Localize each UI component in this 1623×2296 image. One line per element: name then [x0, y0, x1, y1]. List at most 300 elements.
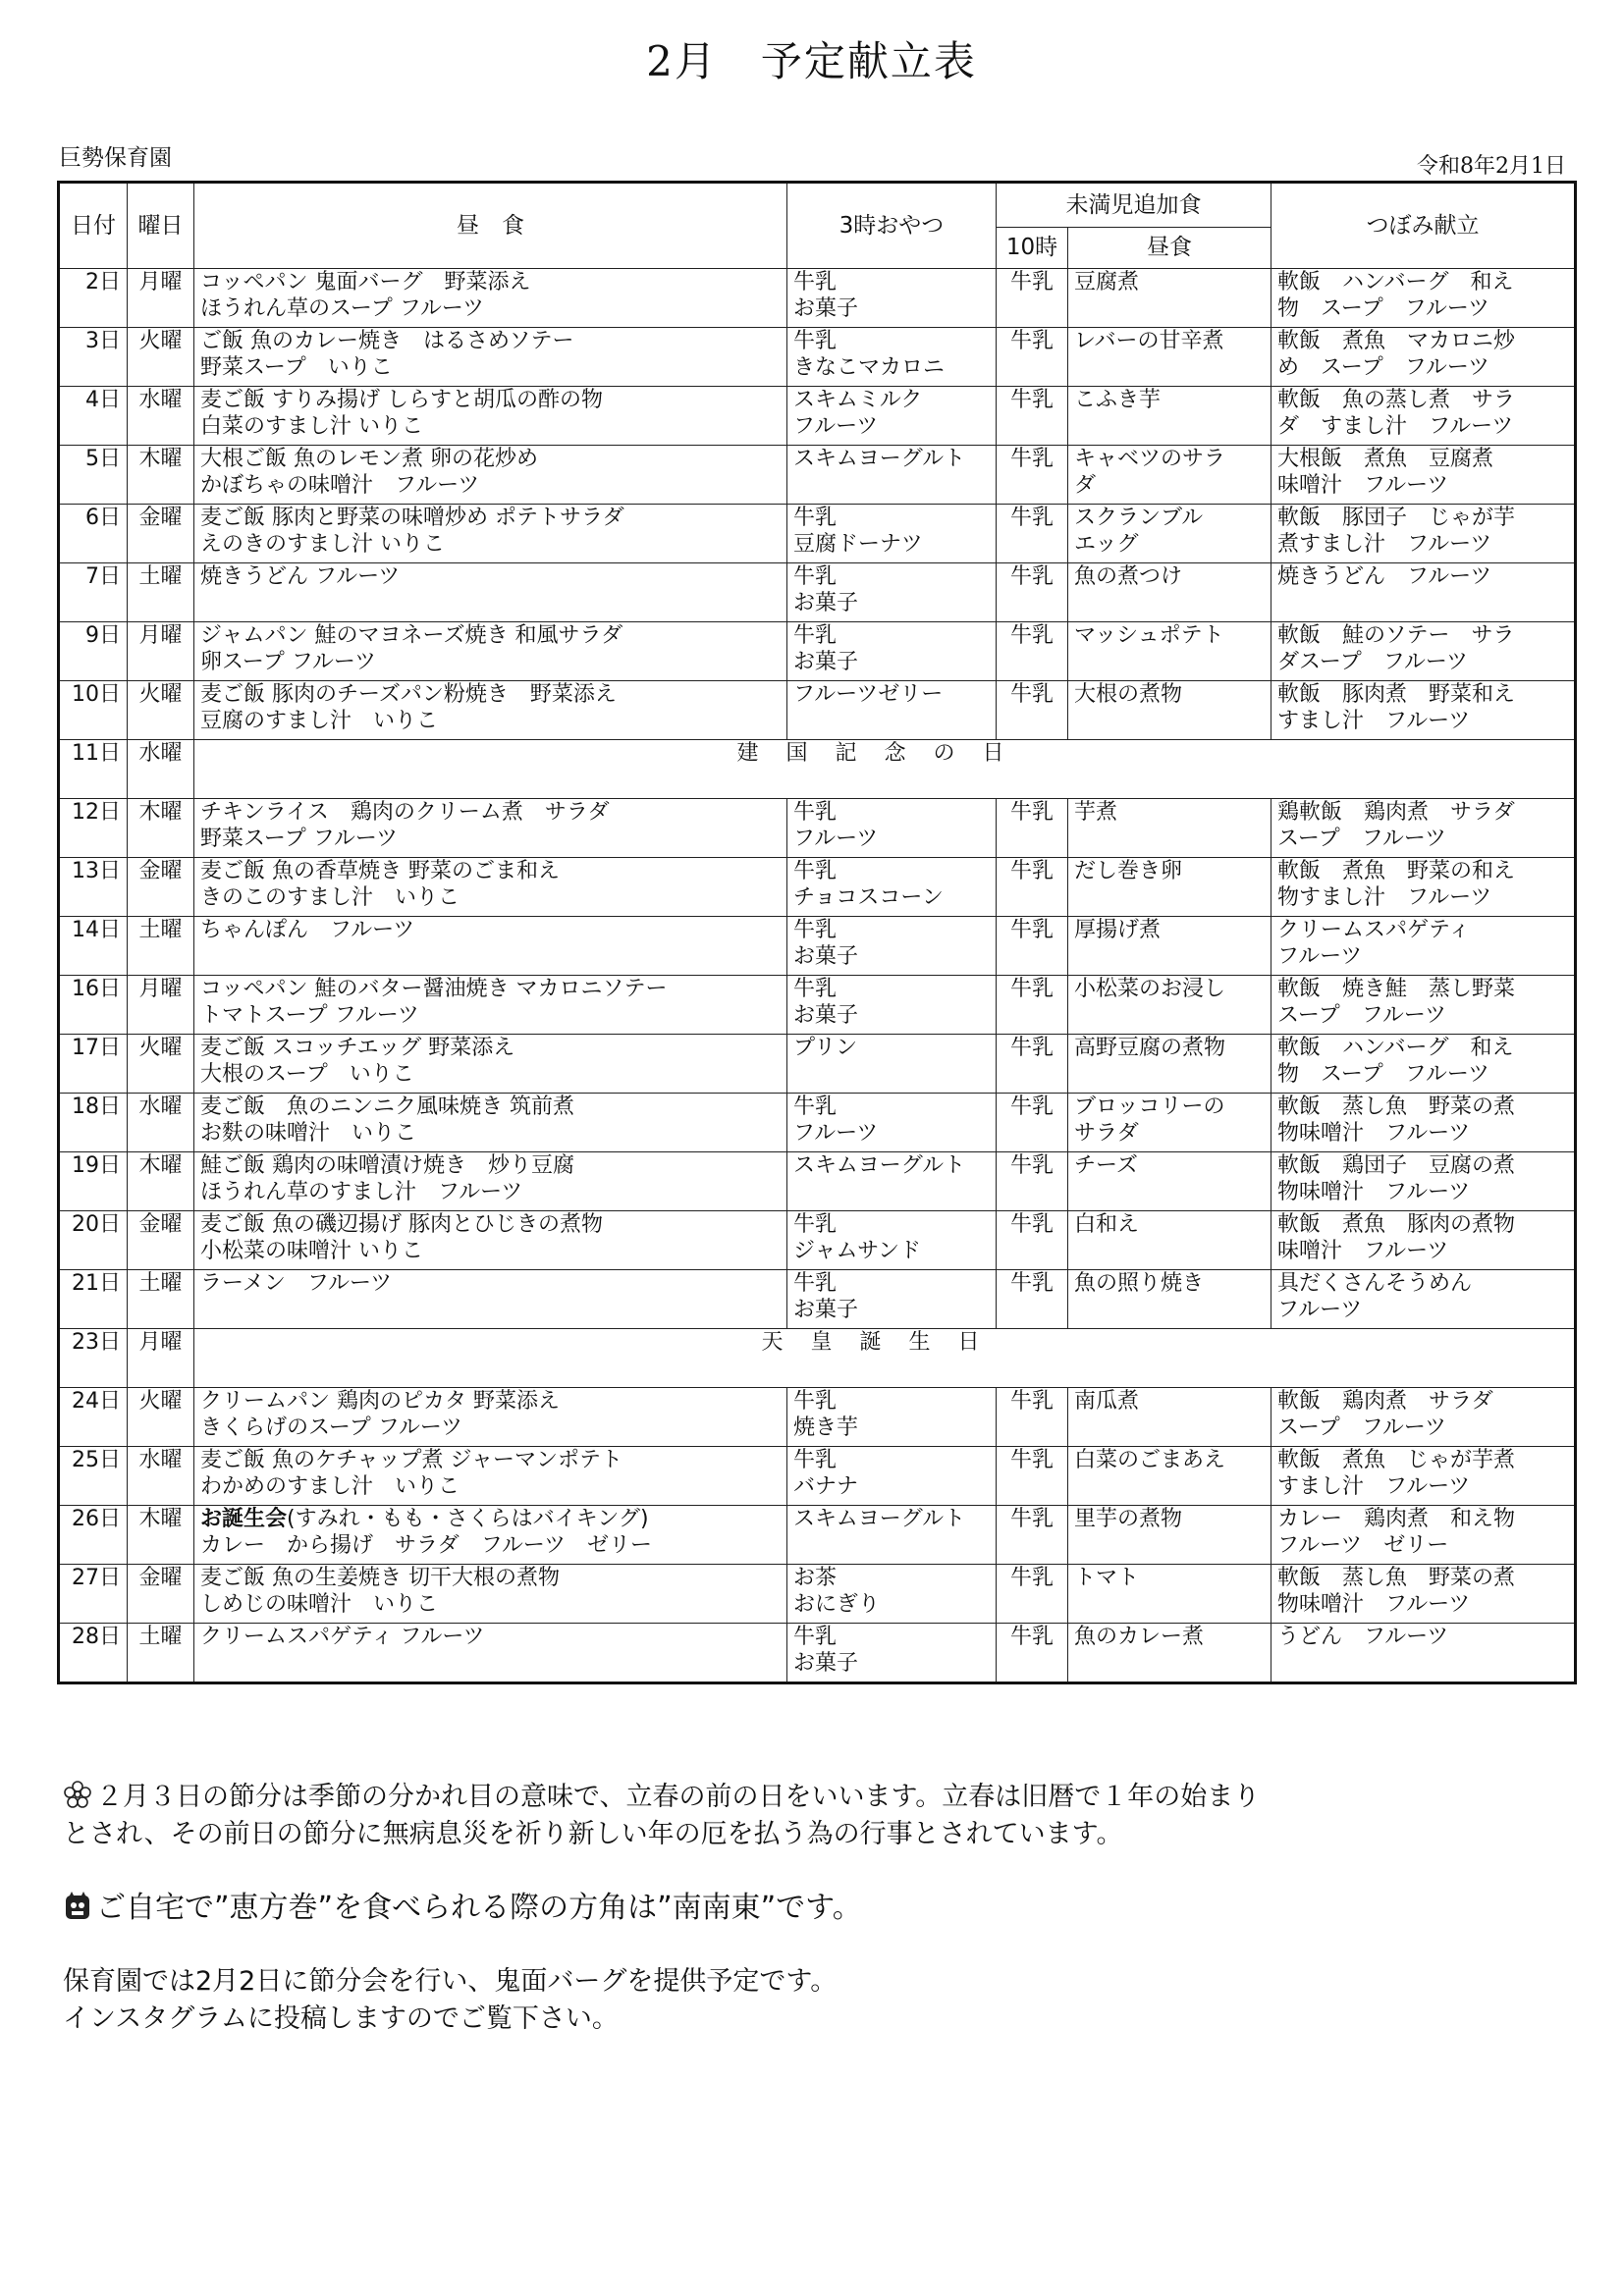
weekday-cell: 月曜: [128, 622, 194, 681]
weekday-cell: 火曜: [128, 328, 194, 387]
ten-oclock-cell: 牛乳: [997, 1388, 1068, 1447]
snack-line: 焼き芋: [793, 1415, 859, 1440]
snack-cell: [787, 1447, 997, 1506]
lunch-cell: [194, 269, 787, 328]
tsubomi-line: 煮すまし汁 フルーツ: [1277, 532, 1492, 557]
lunch-line: 麦ご飯 豚肉のチーズパン粉焼き 野菜添え: [200, 682, 617, 707]
extra-lunch-line: 里芋の煮物: [1074, 1507, 1183, 1531]
tsubomi-cell: [1271, 1094, 1576, 1152]
tsubomi-line: 軟飯 煮魚 野菜の和え: [1277, 859, 1516, 883]
snack-cell: [787, 1035, 997, 1094]
tsubomi-line: 具だくさんそうめん: [1277, 1271, 1473, 1296]
tsubomi-cell: [1271, 1152, 1576, 1211]
extra-lunch-cell: [1068, 1506, 1271, 1565]
weekday-cell: 木曜: [128, 1506, 194, 1565]
extra-lunch-line: 厚揚げ煮: [1074, 918, 1162, 942]
tsubomi-line: フルーツ: [1277, 944, 1363, 969]
extra-lunch-cell: [1068, 1211, 1271, 1270]
holiday-cell: 天皇誕生日: [194, 1329, 1576, 1388]
snack-line: 牛乳: [793, 270, 838, 294]
tsubomi-line: 味噌汁 フルーツ: [1277, 1239, 1449, 1263]
weekday-cell: 木曜: [128, 446, 194, 505]
extra-lunch-line: 高野豆腐の煮物: [1074, 1036, 1226, 1060]
tsubomi-cell: [1271, 1447, 1576, 1506]
weekday-cell: 火曜: [128, 1035, 194, 1094]
tsubomi-line: 軟飯 煮魚 じゃが芋煮: [1277, 1448, 1516, 1472]
day-cell: 25日: [59, 1447, 128, 1506]
lunch-cell: [194, 1035, 787, 1094]
snack-line: 牛乳: [793, 506, 838, 530]
tsubomi-line: め スープ フルーツ: [1277, 355, 1490, 380]
tsubomi-cell: [1271, 505, 1576, 563]
lunch-cell: [194, 622, 787, 681]
tsubomi-cell: [1271, 1211, 1576, 1270]
snack-line: お菓子: [793, 1003, 859, 1028]
flower-icon: [63, 1780, 92, 1809]
lunch-line: かぼちゃの味噌汁 フルーツ: [200, 473, 480, 498]
table-row: [59, 1565, 1576, 1624]
snack-line: バナナ: [793, 1474, 859, 1499]
ten-oclock-cell: 牛乳: [997, 681, 1068, 740]
day-cell: 27日: [59, 1565, 128, 1624]
header-extra-lunch: 昼食: [1068, 228, 1271, 269]
tsubomi-line: 物すまし汁 フルーツ: [1277, 885, 1492, 910]
lunch-line: カレー から揚げ サラダ フルーツ ゼリー: [200, 1533, 653, 1558]
issue-date: 令和8年2月1日: [1417, 154, 1566, 179]
lunch-cell: [194, 1270, 787, 1329]
tsubomi-line: 軟飯 魚の蒸し煮 サラ: [1277, 388, 1516, 412]
snack-cell: [787, 387, 997, 446]
table-row: [59, 269, 1576, 328]
event-line-2: インスタグラムに投稿しますのでご覧下さい。: [63, 2003, 619, 2034]
extra-lunch-line: キャベツのサラ: [1074, 447, 1226, 471]
extra-lunch-line: 白菜のごまあえ: [1074, 1448, 1226, 1472]
tsubomi-cell: [1271, 387, 1576, 446]
ten-oclock-cell: 牛乳: [997, 1447, 1068, 1506]
table-row: [59, 1329, 1576, 1388]
tsubomi-cell: [1271, 858, 1576, 917]
tsubomi-line: 物 スープ フルーツ: [1277, 1062, 1490, 1087]
lunch-line: 麦ご飯 魚の生姜焼き 切干大根の煮物: [200, 1566, 560, 1590]
tsubomi-cell: [1271, 1506, 1576, 1565]
lunch-cell: [194, 1624, 787, 1683]
tsubomi-cell: [1271, 799, 1576, 858]
snack-line: お菓子: [793, 591, 859, 615]
snack-line: きなこマカロニ: [793, 355, 946, 380]
lunch-cell: [194, 681, 787, 740]
lunch-cell: [194, 563, 787, 622]
weekday-cell: 水曜: [128, 1447, 194, 1506]
weekday-cell: 土曜: [128, 1270, 194, 1329]
extra-lunch-cell: [1068, 328, 1271, 387]
ten-oclock-cell: 牛乳: [997, 1035, 1068, 1094]
extra-lunch-cell: [1068, 1388, 1271, 1447]
extra-lunch-cell: [1068, 446, 1271, 505]
lunch-line: 野菜スープ フルーツ: [200, 827, 399, 851]
extra-lunch-cell: [1068, 1094, 1271, 1152]
tsubomi-cell: [1271, 1270, 1576, 1329]
snack-line: お菓子: [793, 1651, 859, 1676]
ten-oclock-cell: 牛乳: [997, 1094, 1068, 1152]
tsubomi-line: 物味噌汁 フルーツ: [1277, 1121, 1471, 1146]
lunch-cell: [194, 1094, 787, 1152]
tsubomi-line: 軟飯 ハンバーグ 和え: [1277, 270, 1514, 294]
extra-lunch-line: レバーの甘辛煮: [1074, 329, 1224, 353]
snack-cell: [787, 505, 997, 563]
menu-table: [57, 181, 1577, 1684]
setsubun-line-2: とされ、その前日の節分に無病息災を祈り新しい年の厄を払う為の行事とされています。: [63, 1819, 1123, 1849]
tsubomi-cell: [1271, 1624, 1576, 1683]
tsubomi-line: うどん フルーツ: [1277, 1625, 1449, 1649]
table-row: [59, 1094, 1576, 1152]
ten-oclock-cell: 牛乳: [997, 1211, 1068, 1270]
snack-cell: [787, 269, 997, 328]
lunch-line: トマトスープ フルーツ: [200, 1003, 419, 1028]
lunch-line: 卵スープ フルーツ: [200, 650, 377, 674]
tsubomi-line: スープ フルーツ: [1277, 827, 1447, 851]
lunch-cell: [194, 1565, 787, 1624]
extra-lunch-line: 魚のカレー煮: [1074, 1625, 1205, 1649]
tsubomi-line: すまし汁 フルーツ: [1277, 1474, 1471, 1499]
tsubomi-line: 軟飯 鶏団子 豆腐の煮: [1277, 1153, 1516, 1178]
tsubomi-line: 軟飯 蒸し魚 野菜の煮: [1277, 1095, 1516, 1119]
snack-line: 牛乳: [793, 564, 838, 589]
day-cell: 17日: [59, 1035, 128, 1094]
ten-oclock-cell: 牛乳: [997, 328, 1068, 387]
tsubomi-cell: [1271, 681, 1576, 740]
tsubomi-cell: [1271, 269, 1576, 328]
tsubomi-line: スープ フルーツ: [1277, 1003, 1447, 1028]
day-cell: 6日: [59, 505, 128, 563]
tsubomi-line: 軟飯 蒸し魚 野菜の煮: [1277, 1566, 1516, 1590]
snack-line: 豆腐ドーナツ: [793, 532, 923, 557]
tsubomi-line: 軟飯 鮭のソテー サラ: [1277, 623, 1515, 648]
extra-lunch-cell: [1068, 563, 1271, 622]
table-row: [59, 1624, 1576, 1683]
lunch-line: ご飯 魚のカレー焼き はるさめソテー: [200, 329, 574, 353]
table-row: [59, 328, 1576, 387]
extra-lunch-line: 小松菜のお浸し: [1074, 977, 1226, 1001]
tsubomi-line: 軟飯 鶏肉煮 サラダ: [1277, 1389, 1493, 1414]
table-row: [59, 1270, 1576, 1329]
tsubomi-line: スープ フルーツ: [1277, 1415, 1447, 1440]
snack-cell: [787, 1152, 997, 1211]
snack-line: 牛乳: [793, 859, 838, 883]
extra-lunch-line: サラダ: [1074, 1121, 1139, 1146]
table-row: [59, 1447, 1576, 1506]
extra-lunch-cell: [1068, 1624, 1271, 1683]
ten-oclock-cell: 牛乳: [997, 446, 1068, 505]
header-snack: 3時おやつ: [787, 183, 997, 269]
lunch-cell: [194, 446, 787, 505]
lunch-line: ほうれん草のすまし汁 フルーツ: [200, 1180, 523, 1204]
extra-lunch-cell: [1068, 1152, 1271, 1211]
table-row: [59, 858, 1576, 917]
tsubomi-line: ダ すまし汁 フルーツ: [1277, 414, 1514, 439]
extra-lunch-line: トマト: [1074, 1566, 1140, 1590]
day-cell: 18日: [59, 1094, 128, 1152]
snack-cell: [787, 799, 997, 858]
lunch-cell: [194, 1211, 787, 1270]
extra-lunch-line: ブロッコリーの: [1074, 1095, 1225, 1119]
table-row: [59, 976, 1576, 1035]
page-title: 2月 予定献立表: [646, 37, 977, 85]
tsubomi-cell: [1271, 446, 1576, 505]
lunch-line: [200, 1506, 781, 1532]
extra-lunch-cell: [1068, 976, 1271, 1035]
lunch-line: 豆腐のすまし汁 いりこ: [200, 709, 439, 733]
ehomaki-text: ご自宅で”恵方巻”を食べられる際の方角は”南南東”です。: [96, 1891, 862, 1925]
table-row: [59, 622, 1576, 681]
ten-oclock-cell: 牛乳: [997, 1565, 1068, 1624]
snack-line: 牛乳: [793, 329, 838, 353]
lunch-line: コッペパン 鮭のバター醤油焼き マカロニソテー: [200, 977, 668, 1001]
table-row: [59, 681, 1576, 740]
extra-lunch-cell: [1068, 622, 1271, 681]
table-row: [59, 1211, 1576, 1270]
birthday-label: お誕生会: [200, 1507, 288, 1531]
day-cell: 5日: [59, 446, 128, 505]
lunch-line: 大根ご飯 魚のレモン煮 卵の花炒め: [200, 447, 538, 471]
lunch-line: 麦ご飯 豚肉と野菜の味噌炒め ポテトサラダ: [200, 506, 624, 530]
tsubomi-line: カレー 鶏肉煮 和え物: [1277, 1507, 1516, 1531]
lunch-line: 焼きうどん フルーツ: [200, 564, 401, 589]
snack-cell: [787, 976, 997, 1035]
day-cell: 9日: [59, 622, 128, 681]
table-row: [59, 1388, 1576, 1447]
lunch-line: 麦ご飯 魚のケチャップ煮 ジャーマンポテト: [200, 1448, 623, 1472]
tsubomi-line: クリームスパゲティ: [1277, 918, 1471, 942]
weekday-cell: 月曜: [128, 1329, 194, 1388]
lunch-cell: [194, 1447, 787, 1506]
table-row: [59, 917, 1576, 976]
snack-cell: [787, 917, 997, 976]
extra-lunch-cell: [1068, 681, 1271, 740]
table-row: [59, 446, 1576, 505]
weekday-cell: 金曜: [128, 1565, 194, 1624]
extra-lunch-line: 芋煮: [1074, 800, 1118, 825]
header-weekday: 曜日: [128, 183, 194, 269]
snack-cell: [787, 446, 997, 505]
extra-lunch-line: 大根の煮物: [1074, 682, 1183, 707]
header-lunch: 昼 食: [194, 183, 787, 269]
extra-lunch-cell: [1068, 505, 1271, 563]
extra-lunch-cell: [1068, 799, 1271, 858]
table-row: [59, 1152, 1576, 1211]
lunch-cell: [194, 858, 787, 917]
weekday-cell: 金曜: [128, 1211, 194, 1270]
extra-lunch-line: 魚の煮つけ: [1074, 564, 1183, 589]
lunch-line: わかめのすまし汁 いりこ: [200, 1474, 460, 1499]
ten-oclock-cell: 牛乳: [997, 505, 1068, 563]
lunch-line: ほうれん草のスープ フルーツ: [200, 296, 485, 321]
extra-lunch-line: マッシュポテト: [1074, 623, 1224, 648]
table-row: [59, 505, 1576, 563]
ten-oclock-cell: 牛乳: [997, 858, 1068, 917]
extra-lunch-line: 南瓜煮: [1074, 1389, 1140, 1414]
ten-oclock-cell: 牛乳: [997, 1152, 1068, 1211]
ten-oclock-cell: 牛乳: [997, 622, 1068, 681]
day-cell: 14日: [59, 917, 128, 976]
snack-cell: [787, 622, 997, 681]
snack-cell: [787, 858, 997, 917]
lunch-line: えのきのすまし汁 いりこ: [200, 532, 445, 557]
tsubomi-line: ダスープ フルーツ: [1277, 650, 1469, 674]
weekday-cell: 土曜: [128, 1624, 194, 1683]
lunch-line: クリームパン 鶏肉のピカタ 野菜添え: [200, 1389, 560, 1414]
snack-line: 牛乳: [793, 800, 838, 825]
header-tsubomi: つぼみ献立: [1271, 183, 1576, 269]
snack-line: 牛乳: [793, 1095, 838, 1119]
header-extra-10: 10時: [997, 228, 1068, 269]
snack-line: 牛乳: [793, 623, 838, 648]
extra-lunch-cell: [1068, 1270, 1271, 1329]
snack-line: 牛乳: [793, 1271, 838, 1296]
day-cell: 24日: [59, 1388, 128, 1447]
day-cell: 20日: [59, 1211, 128, 1270]
extra-lunch-line: ダ: [1074, 473, 1097, 498]
snack-line: お菓子: [793, 1298, 859, 1322]
lunch-line: 大根のスープ いりこ: [200, 1062, 414, 1087]
day-cell: 16日: [59, 976, 128, 1035]
lunch-text: (すみれ・もも・さくらはバイキング): [287, 1507, 649, 1531]
table-row: [59, 387, 1576, 446]
weekday-cell: 火曜: [128, 1388, 194, 1447]
snack-line: フルーツ: [793, 827, 879, 851]
tsubomi-cell: [1271, 563, 1576, 622]
weekday-cell: 水曜: [128, 740, 194, 799]
lunch-cell: [194, 505, 787, 563]
snack-line: お茶: [793, 1566, 838, 1590]
school-name: 巨勢保育園: [59, 145, 172, 171]
lunch-line: 麦ご飯 魚の磯辺揚げ 豚肉とひじきの煮物: [200, 1212, 603, 1237]
lunch-line: ジャムパン 鮭のマヨネーズ焼き 和風サラダ: [200, 623, 623, 648]
tsubomi-line: 物 スープ フルーツ: [1277, 296, 1490, 321]
tsubomi-line: 物味噌汁 フルーツ: [1277, 1180, 1471, 1204]
tsubomi-line: すまし汁 フルーツ: [1277, 709, 1471, 733]
snack-line: 牛乳: [793, 977, 838, 1001]
weekday-cell: 水曜: [128, 1094, 194, 1152]
lunch-line: しめじの味噌汁 いりこ: [200, 1592, 439, 1617]
snack-line: 牛乳: [793, 1625, 838, 1649]
tsubomi-line: 軟飯 煮魚 マカロニ炒: [1277, 329, 1516, 353]
snack-line: おにぎり: [793, 1592, 881, 1617]
tsubomi-cell: [1271, 1388, 1576, 1447]
snack-line: フルーツ: [793, 1121, 879, 1146]
lunch-cell: [194, 1506, 787, 1565]
event-note: [63, 1963, 837, 2038]
lunch-line: お麩の味噌汁 いりこ: [200, 1121, 417, 1146]
weekday-cell: 月曜: [128, 976, 194, 1035]
extra-lunch-line: エッグ: [1074, 532, 1139, 557]
lunch-cell: [194, 976, 787, 1035]
snack-cell: [787, 1388, 997, 1447]
day-cell: 23日: [59, 1329, 128, 1388]
lunch-line: きくらげのスープ フルーツ: [200, 1415, 463, 1440]
tsubomi-line: 軟飯 焼き鮭 蒸し野菜: [1277, 977, 1516, 1001]
day-cell: 21日: [59, 1270, 128, 1329]
table-row: [59, 740, 1576, 799]
ten-oclock-cell: 牛乳: [997, 269, 1068, 328]
extra-lunch-line: 白和え: [1074, 1212, 1140, 1237]
day-cell: 7日: [59, 563, 128, 622]
snack-cell: [787, 1270, 997, 1329]
tsubomi-line: 焼きうどん フルーツ: [1277, 564, 1492, 589]
tsubomi-line: 味噌汁 フルーツ: [1277, 473, 1449, 498]
snack-cell: [787, 1565, 997, 1624]
table-row: [59, 1506, 1576, 1565]
lunch-cell: [194, 917, 787, 976]
extra-lunch-line: 魚の照り焼き: [1074, 1271, 1205, 1296]
snack-line: スキムヨーグルト: [793, 447, 966, 471]
lunch-line: 麦ご飯 スコッチエッグ 野菜添え: [200, 1036, 515, 1060]
snack-line: 牛乳: [793, 1448, 838, 1472]
weekday-cell: 月曜: [128, 269, 194, 328]
snack-line: フルーツ: [793, 414, 879, 439]
tsubomi-line: 物味噌汁 フルーツ: [1277, 1592, 1471, 1617]
extra-lunch-line: だし巻き卵: [1074, 859, 1183, 883]
snack-line: 牛乳: [793, 1212, 838, 1237]
day-cell: 12日: [59, 799, 128, 858]
tsubomi-cell: [1271, 328, 1576, 387]
snack-cell: [787, 1094, 997, 1152]
lunch-line: クリームスパゲティ フルーツ: [200, 1625, 485, 1649]
lunch-line: コッペパン 鬼面バーグ 野菜添え: [200, 270, 531, 294]
tsubomi-line: 大根飯 煮魚 豆腐煮: [1277, 447, 1494, 471]
setsubun-note: [63, 1779, 1260, 1853]
extra-lunch-cell: [1068, 858, 1271, 917]
header-day: 日付: [59, 183, 128, 269]
weekday-cell: 火曜: [128, 681, 194, 740]
snack-line: スキムヨーグルト: [793, 1153, 966, 1178]
extra-lunch-cell: [1068, 269, 1271, 328]
snack-line: お菓子: [793, 296, 859, 321]
lunch-line: 鮭ご飯 鶏肉の味噌漬け焼き 炒り豆腐: [200, 1153, 574, 1178]
extra-lunch-line: 豆腐煮: [1074, 270, 1140, 294]
lunch-line: きのこのすまし汁 いりこ: [200, 885, 460, 910]
day-cell: 19日: [59, 1152, 128, 1211]
lunch-line: 小松菜の味噌汁 いりこ: [200, 1239, 423, 1263]
header-extra-group: 未満児追加食: [997, 183, 1271, 228]
snack-line: ジャムサンド: [793, 1239, 922, 1263]
weekday-cell: 水曜: [128, 387, 194, 446]
day-cell: 10日: [59, 681, 128, 740]
tsubomi-cell: [1271, 1035, 1576, 1094]
day-cell: 3日: [59, 328, 128, 387]
lunch-line: ラーメン フルーツ: [200, 1271, 393, 1296]
tsubomi-line: フルーツ ゼリー: [1277, 1533, 1449, 1558]
weekday-cell: 土曜: [128, 917, 194, 976]
table-row: [59, 1035, 1576, 1094]
snack-line: スキムヨーグルト: [793, 1507, 966, 1531]
weekday-cell: 木曜: [128, 1152, 194, 1211]
oni-mask-icon: [63, 1892, 92, 1921]
ten-oclock-cell: 牛乳: [997, 1506, 1068, 1565]
tsubomi-cell: [1271, 622, 1576, 681]
snack-line: 牛乳: [793, 918, 838, 942]
weekday-cell: 土曜: [128, 563, 194, 622]
extra-lunch-cell: [1068, 387, 1271, 446]
extra-lunch-line: チーズ: [1074, 1153, 1138, 1178]
lunch-line: 麦ご飯 魚の香草焼き 野菜のごま和え: [200, 859, 560, 883]
day-cell: 26日: [59, 1506, 128, 1565]
ten-oclock-cell: 牛乳: [997, 1624, 1068, 1683]
extra-lunch-cell: [1068, 1035, 1271, 1094]
ten-oclock-cell: 牛乳: [997, 917, 1068, 976]
lunch-cell: [194, 387, 787, 446]
day-cell: 2日: [59, 269, 128, 328]
extra-lunch-line: こふき芋: [1074, 388, 1162, 412]
